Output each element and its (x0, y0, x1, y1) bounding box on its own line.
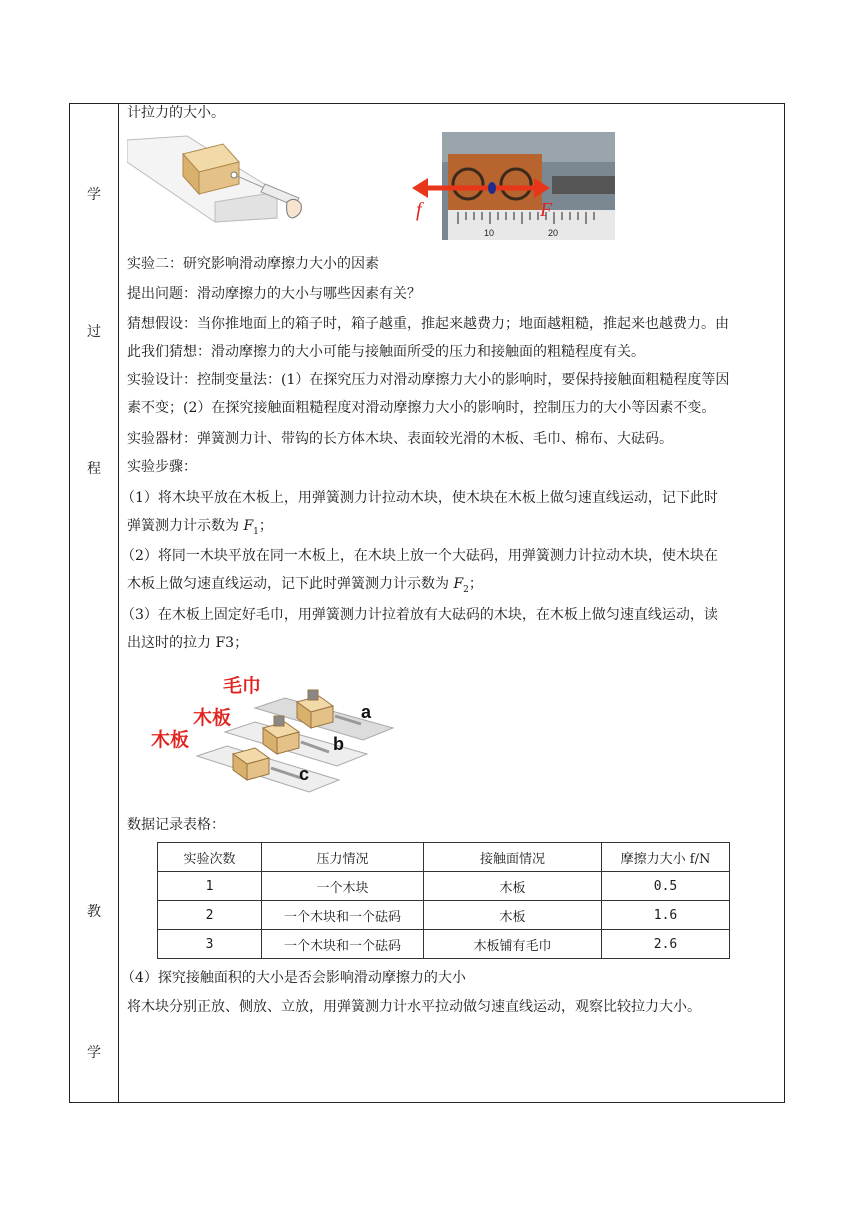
text-line: （4）探究接触面积的大小是否会影响滑动摩擦力的大小 (121, 970, 466, 986)
pull-force-label: F (540, 199, 553, 221)
text-line: 实验二：研究影响滑动摩擦力大小的因素 (127, 256, 379, 272)
table-cell: 1 (158, 872, 262, 901)
table-cell: 一个木块和一个砝码 (262, 901, 424, 930)
setup-label-c: c (299, 764, 310, 784)
table-header-row (158, 843, 730, 872)
setup-label-a: a (361, 702, 372, 722)
table-header-cell: 接触面情况 (424, 843, 602, 872)
side-label: 学 (87, 1045, 101, 1061)
text-line: 素不变；(2）在探究接触面粗糙程度对滑动摩擦力大小的影响时，控制压力的大小等因素不变。 (127, 400, 716, 416)
table-row (158, 872, 730, 901)
text-line: 实验步骤： (127, 459, 197, 475)
text-line: 出这时的拉力 F3； (127, 635, 249, 651)
text-line: （3）在木板上固定好毛巾，用弹簧测力计拉着放有大砝码的木块，在木板上做匀速直线运动，读 (121, 607, 718, 623)
text-line: 数据记录表格： (127, 817, 225, 833)
friction-force-label: f (416, 199, 422, 221)
side-label: 学 (87, 187, 101, 203)
section-label-column (70, 104, 119, 1102)
text-line: 提出问题：滑动摩擦力的大小与哪些因素有关？ (127, 286, 421, 302)
ruler-mark-20: 20 (548, 228, 559, 238)
side-label: 过 (87, 324, 101, 340)
text-line: （1）将木块平放在木板上，用弹簧测力计拉动木块，使木块在木板上做匀速直线运动，记下此时 (121, 490, 718, 506)
force-arrows-photo (410, 132, 615, 240)
table-cell: 0.5 (602, 872, 730, 901)
block-pull-illustration (127, 132, 302, 228)
text-line: 此我们猜想：滑动摩擦力的大小可能与接触面所受的压力和接触面的粗糙程度有关。 (127, 344, 645, 360)
table-cell: 木板 (424, 901, 602, 930)
text-line: 实验器材：弹簧测力计、带钩的长方体木块、表面较光滑的木板、毛巾、棉布、大砝码。 (127, 431, 673, 447)
board-label-bottom: 木板 (151, 730, 190, 751)
friction-arrow-head (412, 178, 428, 198)
text-line: 猜想假设：当你推地面上的箱子时，箱子越重，推起来越费力；地面越粗糙，推起来也越费力。由 (127, 316, 729, 332)
table-header-cell: 实验次数 (158, 843, 262, 872)
text-line: 将木块分别正放、侧放、立放，用弹簧测力计水平拉动做匀速直线运动，观察比较拉力大小。 (127, 999, 701, 1015)
table-cell: 2.6 (602, 930, 730, 959)
text-line: 弹簧测力计示数为 $F_1$； (127, 518, 273, 537)
board-label-top: 木板 (193, 708, 232, 729)
setup-label-b: b (333, 734, 344, 754)
ruler-mark-10: 10 (484, 228, 495, 238)
table-cell: 一个木块和一个砝码 (262, 930, 424, 959)
text-line: 计拉力的大小。 (127, 105, 225, 121)
data-record-table (157, 842, 730, 959)
table-header-cell: 摩擦力大小 f/N (602, 843, 730, 872)
table-cell: 木板铺有毛巾 (424, 930, 602, 959)
towel-label: 毛巾 (223, 676, 262, 697)
table-cell: 1.6 (602, 901, 730, 930)
text-line: （2）将同一木块平放在同一木板上，在木块上放一个大砝码，用弹簧测力计拉动木块，使木块在 (121, 548, 718, 564)
text-line: 实验设计：控制变量法：(1）在探究压力对滑动摩擦力大小的影响时，要保持接触面粗糙程度等因 (127, 372, 730, 388)
table-row (158, 930, 730, 959)
table-header-cell: 压力情况 (262, 843, 424, 872)
table-cell: 木板 (424, 872, 602, 901)
text-line: 木板上做匀速直线运动，记下此时弹簧测力计示数为 $F_2$； (127, 576, 483, 595)
side-label: 程 (87, 461, 101, 477)
table-cell: 一个木块 (262, 872, 424, 901)
table-cell: 3 (158, 930, 262, 959)
table-cell: 2 (158, 901, 262, 930)
three-surfaces-illustration (147, 668, 397, 800)
table-row (158, 901, 730, 930)
side-label: 教 (87, 904, 101, 920)
